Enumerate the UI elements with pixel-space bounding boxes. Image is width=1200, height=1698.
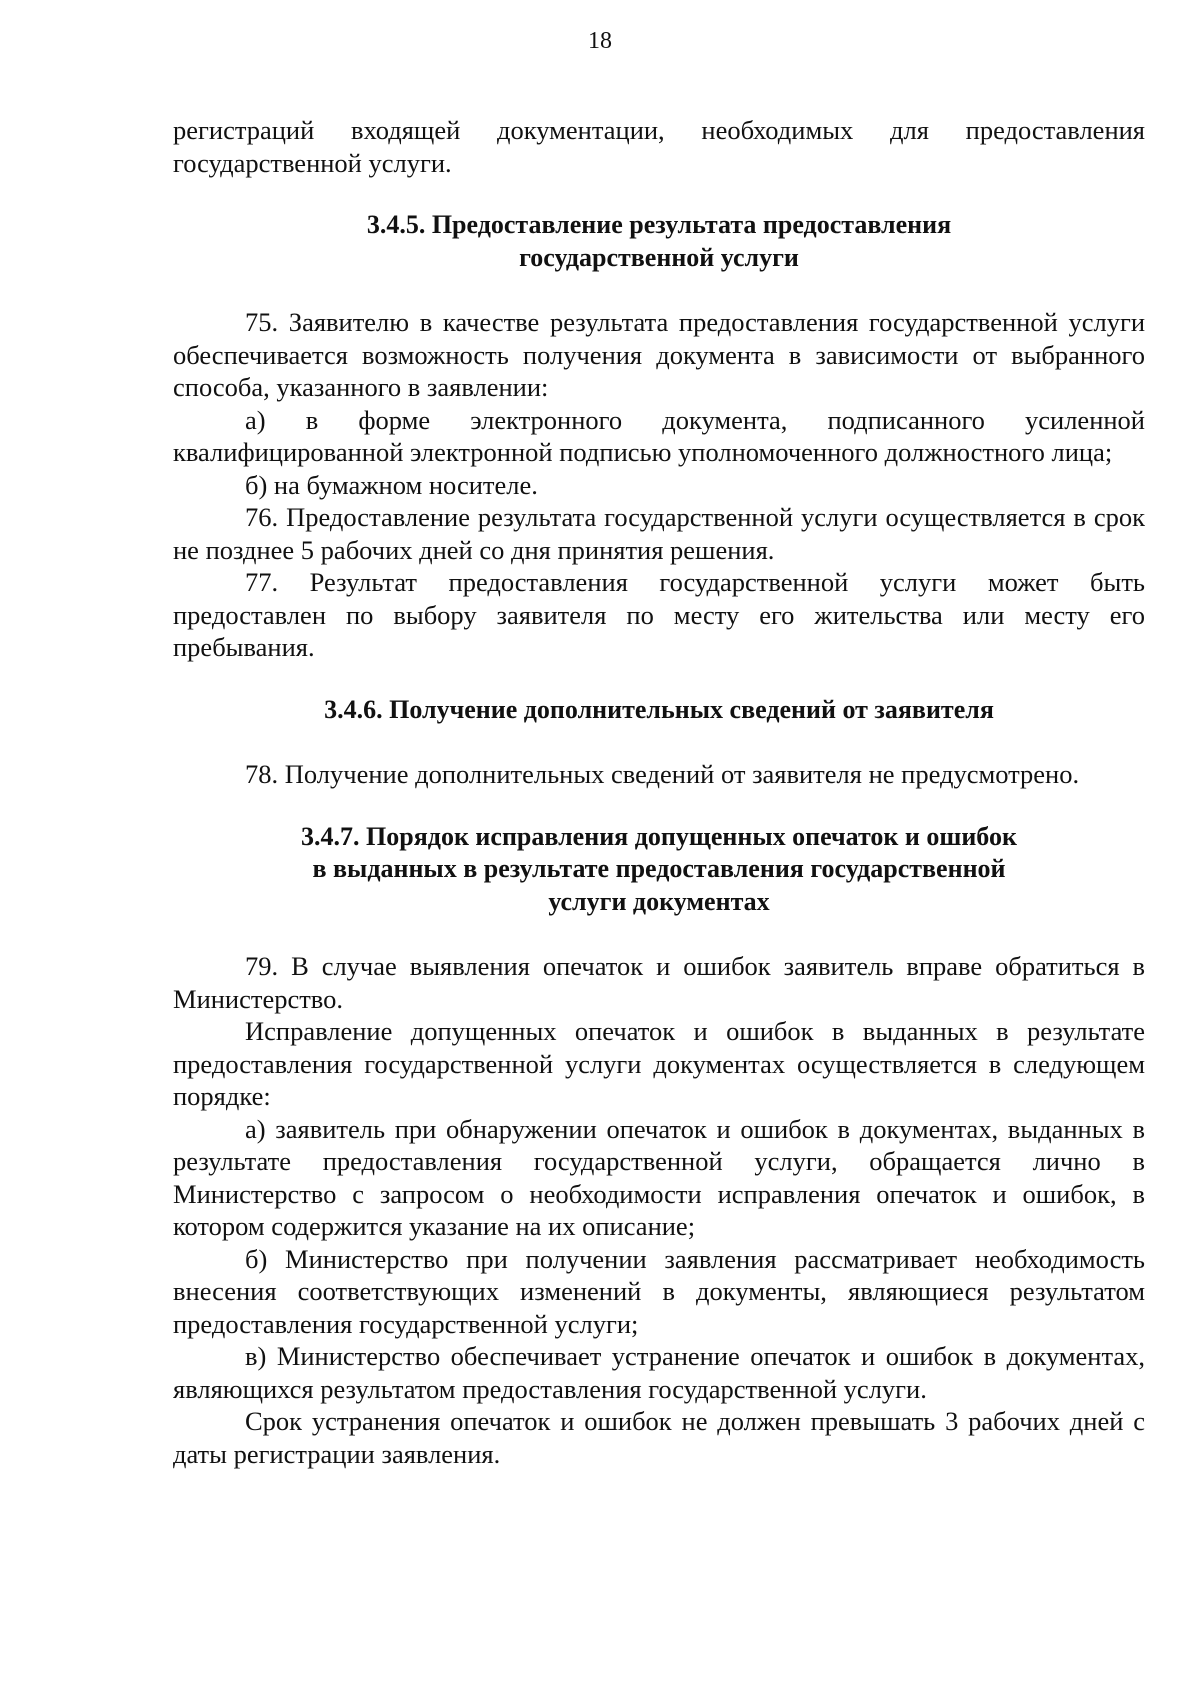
section-3-4-7-heading [173, 821, 1145, 919]
paragraph-75-a: а) в форме электронного документа, подписанного усиленной квалифицированной электронной подписью уполномоченного должностного лица; [173, 404, 1145, 467]
paragraph-79-order: Исправление допущенных опечаток и ошибок в выданных в результате предоставления государственной услуги документах осуществляется в следующем порядке: [173, 1016, 1145, 1111]
paragraph-79: 79. В случае выявления опечаток и ошибок заявитель вправе обратиться в Министерство. [173, 951, 1145, 1014]
section-3-4-7-heading-line1: 3.4.7. Порядок исправления допущенных опечаток и ошибок [301, 821, 1017, 851]
section-3-4-7-heading-line2: в выданных в результате предоставления государственной [312, 854, 1006, 883]
paragraph-76: 76. Предоставление результата государственной услуги осуществляется в срок не позднее 5 рабочих дней со дня принятия решения. [173, 502, 1145, 565]
paragraph-79-c: в) Министерство обеспечивает устранение опечаток и ошибок в документах, являющихся результатом предоставления государственной услуги. [173, 1341, 1145, 1404]
section-3-4-5-heading-line2: государственной услуги [519, 242, 799, 272]
paragraph-78: 78. Получение дополнительных сведений от заявителя не предусмотрено. [245, 759, 1080, 789]
paragraph-75: 75. Заявителю в качестве результата предоставления государственной услуги обеспечивается возможность получения документа в зависимости от выбранного способа, указанного в заявлении: [173, 307, 1145, 402]
page-number: 18 [588, 28, 612, 54]
intro-paragraph: регистраций входящей документации, необходимых для предоставления государственной услуги. [173, 115, 1145, 178]
section-3-4-5-heading [173, 209, 1145, 274]
section-3-4-6-heading: 3.4.6. Получение дополнительных сведений от заявителя [324, 694, 994, 724]
document-body [173, 114, 1145, 1470]
paragraph-77: 77. Результат предоставления государственной услуги может быть предоставлен по выбору заявителя по месту его жительства или месту его пребывания. [173, 567, 1145, 662]
paragraph-79-b: б) Министерство при получении заявления рассматривает необходимость внесения соответствующих изменений в документы, являющиеся результатом предоставления государственной услуги; [173, 1243, 1145, 1339]
paragraph-79-a: а) заявитель при обнаружении опечаток и ошибок в документах, выданных в результате предоставления государственной услуги, обращается лично в Министерство с запросом о необходимости исправления опечаток и ошибок, в котором содержится указание на их описание; [173, 1113, 1145, 1241]
paragraph-75-b: б) на бумажном носителе. [245, 469, 538, 500]
paragraph-79-deadline: Срок устранения опечаток и ошибок не должен превышать 3 рабочих дней с даты регистрации заявления. [173, 1406, 1145, 1469]
section-3-4-7-heading-line3: услуги документах [548, 886, 770, 916]
section-3-4-5-heading-line1: 3.4.5. Предоставление результата предоставления [366, 210, 952, 239]
